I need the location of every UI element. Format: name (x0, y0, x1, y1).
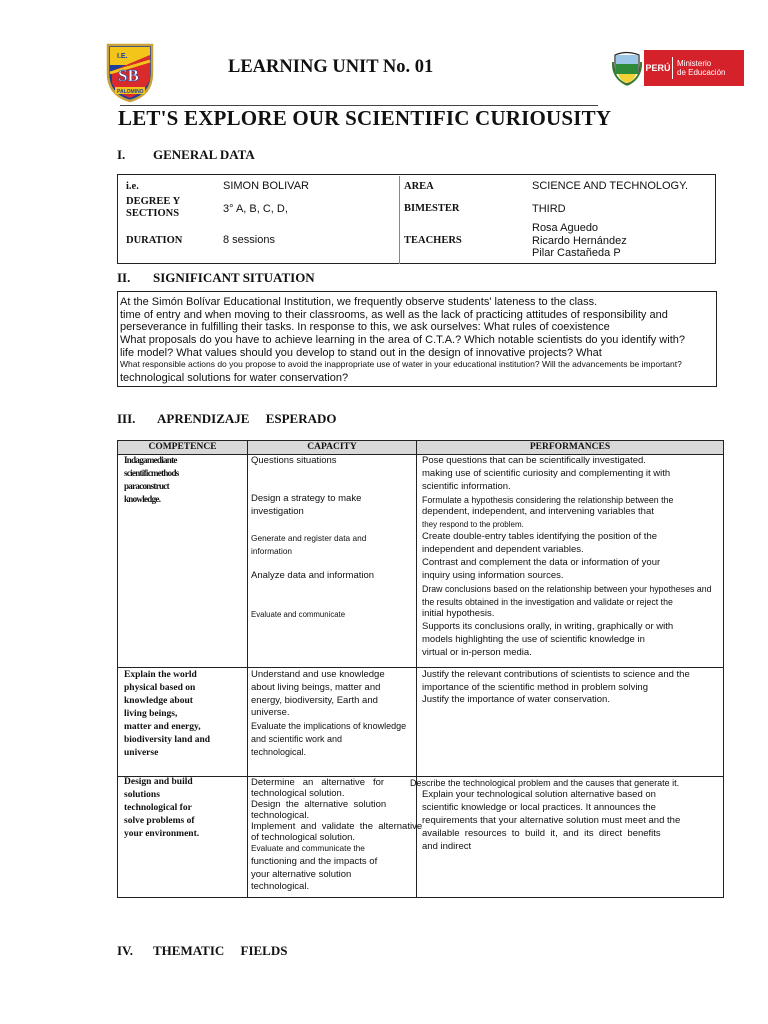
performance-line: Supports its conclusions orally, in writing, graphically or with (422, 621, 674, 632)
area-value: SCIENCE AND TECHNOLOGY. (532, 180, 689, 192)
teachers-value: Rosa Aguedo Ricardo Hernández Pilar Castañeda P (532, 222, 627, 259)
row-divider (118, 667, 723, 668)
ie-value: SIMON BOLIVAR (223, 180, 309, 192)
performance-line: requirements that your alternative solution must meet and the (422, 815, 681, 826)
capacity-item: Implement and validate the alternative (251, 821, 423, 832)
situation-line: What proposals do you have to achieve learning in the area of C.T.A.? Which notable scientists do you identify with? (120, 334, 685, 346)
logo-monogram: SB (118, 66, 139, 85)
section-number: IV. (117, 943, 134, 958)
capacity-item: Analyze data and information (251, 570, 375, 581)
capacity-item: Determine an alternative for (251, 777, 385, 788)
section-number: II. (117, 270, 131, 285)
duration-value: 8 sessions (223, 234, 275, 246)
performance-line: Justify the relevant contributions of scientists to science and the (422, 669, 690, 680)
logo-palomino-text: PALOMINO (117, 89, 144, 95)
degree-label: DEGREE Y SECTIONS (126, 196, 181, 219)
section-title: SIGNIFICANT SITUATION (153, 270, 315, 285)
logo-ie-text: I.E. (117, 53, 128, 60)
capacity-item: technological. (251, 881, 310, 892)
area-label: AREA (404, 181, 434, 192)
ministry-logo (612, 50, 744, 86)
unit-title: LEARNING UNIT No. 01 (228, 57, 434, 77)
performance-line: scientific knowledge or local practices. It announces the (422, 802, 656, 813)
capacity-item: Evaluate and communicate (251, 610, 346, 619)
performance-line: independent and dependent variables. (422, 544, 584, 555)
capacity-item: Design a strategy to make investigation (251, 493, 362, 517)
performance-line: inquiry using information sources. (422, 570, 564, 581)
performance-line: Contrast and complement the data or information of your (422, 557, 661, 568)
peru-label: PERÚ (644, 57, 673, 79)
section-thematic-fields-heading (117, 943, 287, 959)
capacity-item: Evaluate and communicate the (251, 843, 365, 853)
situation-line: life model? What values should you develop to stand out in the design of innovative projects? What (120, 347, 602, 359)
capacity-item: Design the alternative solution (251, 799, 387, 810)
main-title: LET'S EXPLORE OUR SCIENTIFIC CURIOUSITY (118, 106, 612, 130)
general-data-divider (399, 176, 400, 264)
situation-line: time of entry and when moving to their classrooms, as well as the lack of practicing attitudes of responsibility and (120, 309, 668, 321)
section-significant-situation-heading (117, 270, 315, 286)
degree-value: 3° A, B, C, D, (223, 203, 288, 215)
performance-line: making use of scientific curiosity and complementing it with (422, 468, 671, 479)
performance-line: importance of the scientific method in problem solving (422, 682, 649, 693)
section-number: I. (117, 147, 126, 162)
ie-label: i.e. (126, 181, 139, 192)
performance-line: scientific information. (422, 481, 511, 492)
capacity-item: your alternative solution (251, 869, 352, 880)
performance-line: Formulate a hypothesis considering the relationship between the (422, 495, 674, 505)
competence-cell: Design and build solutions technological for solve problems of your environment. (124, 777, 200, 839)
teachers-label: TEACHERS (404, 235, 462, 246)
section-title: GENERAL DATA (153, 147, 255, 162)
coat-of-arms-icon (612, 50, 642, 86)
bimester-value: THIRD (532, 203, 566, 215)
competence-cell: Indagamediante scientificmethods paraconstruct knowledge. (124, 455, 179, 504)
performance-line: Justify the importance of water conservation. (422, 694, 610, 705)
situation-line: What responsible actions do you propose to avoid the inappropriate use of water in your educational institution? Will the advancements be important? (120, 359, 682, 369)
header-performances: PERFORMANCES (417, 441, 723, 455)
capacity-item: technological solution. (251, 788, 345, 799)
column-divider (247, 441, 248, 897)
performance-line: virtual or in-person media. (422, 647, 532, 658)
header-capacity: CAPACITY (248, 441, 416, 455)
situation-line: At the Simón Bolívar Educational Institution, we frequently observe students' lateness to the class. (120, 296, 598, 308)
ministry-name: Ministerio de Educación (677, 59, 726, 77)
performance-line: models highlighting the use of scientific knowledge in (422, 634, 645, 645)
capacity-item: of technological solution. (251, 832, 356, 843)
peru-ministry-badge (644, 50, 744, 86)
bimester-label: BIMESTER (404, 203, 460, 214)
performance-line: Create double-entry tables identifying the position of the (422, 531, 658, 542)
performance-line: Describe the technological problem and the causes that generate it. (410, 778, 680, 788)
performance-line: Draw conclusions based on the relationship between your hypotheses and (422, 584, 712, 594)
section-expected-learning-heading (117, 411, 337, 427)
section-title: THEMATIC FIELDS (153, 943, 288, 958)
performance-line: Explain your technological solution alternative based on (422, 789, 656, 800)
capacity-item: Questions situations (251, 455, 337, 466)
performance-line: the results obtained in the investigation and validate or reject the (422, 597, 673, 607)
section-title: APRENDIZAJE ESPERADO (157, 411, 337, 426)
competence-cell: Explain the world physical based on knowledge about living beings, matter and energy, biodiversity land and universe (124, 670, 211, 758)
performance-line: dependent, independent, and intervening variables that (422, 506, 654, 517)
capacity-item: Understand and use knowledge about living beings, matter and energy, biodiversity, Earth and universe. (251, 669, 385, 719)
performance-line: initial hypothesis. (422, 608, 495, 619)
capacity-item: Generate and register data and information (251, 533, 367, 556)
section-general-data-heading (117, 147, 255, 163)
school-logo (106, 43, 154, 103)
capacity-item: Evaluate the implications of knowledge and scientific work and technological. (251, 721, 407, 757)
situation-line: technological solutions for water conservation? (120, 372, 349, 384)
duration-label: DURATION (126, 235, 183, 246)
performance-line: available resources to build it, and its direct benefits (422, 828, 661, 839)
performance-line: and indirect (422, 841, 472, 852)
capacity-item: technological. (251, 810, 310, 821)
situation-line: perseverance in fulfilling their tasks. In response to this, we ask ourselves: What rules of coexistence (120, 321, 610, 333)
section-number: III. (117, 411, 136, 426)
performance-line: they respond to the problem. (422, 520, 524, 529)
performance-line: Pose questions that can be scientifically investigated. (422, 455, 646, 466)
capacity-item: functioning and the impacts of (251, 856, 378, 867)
header-competence: COMPETENCE (118, 441, 247, 455)
